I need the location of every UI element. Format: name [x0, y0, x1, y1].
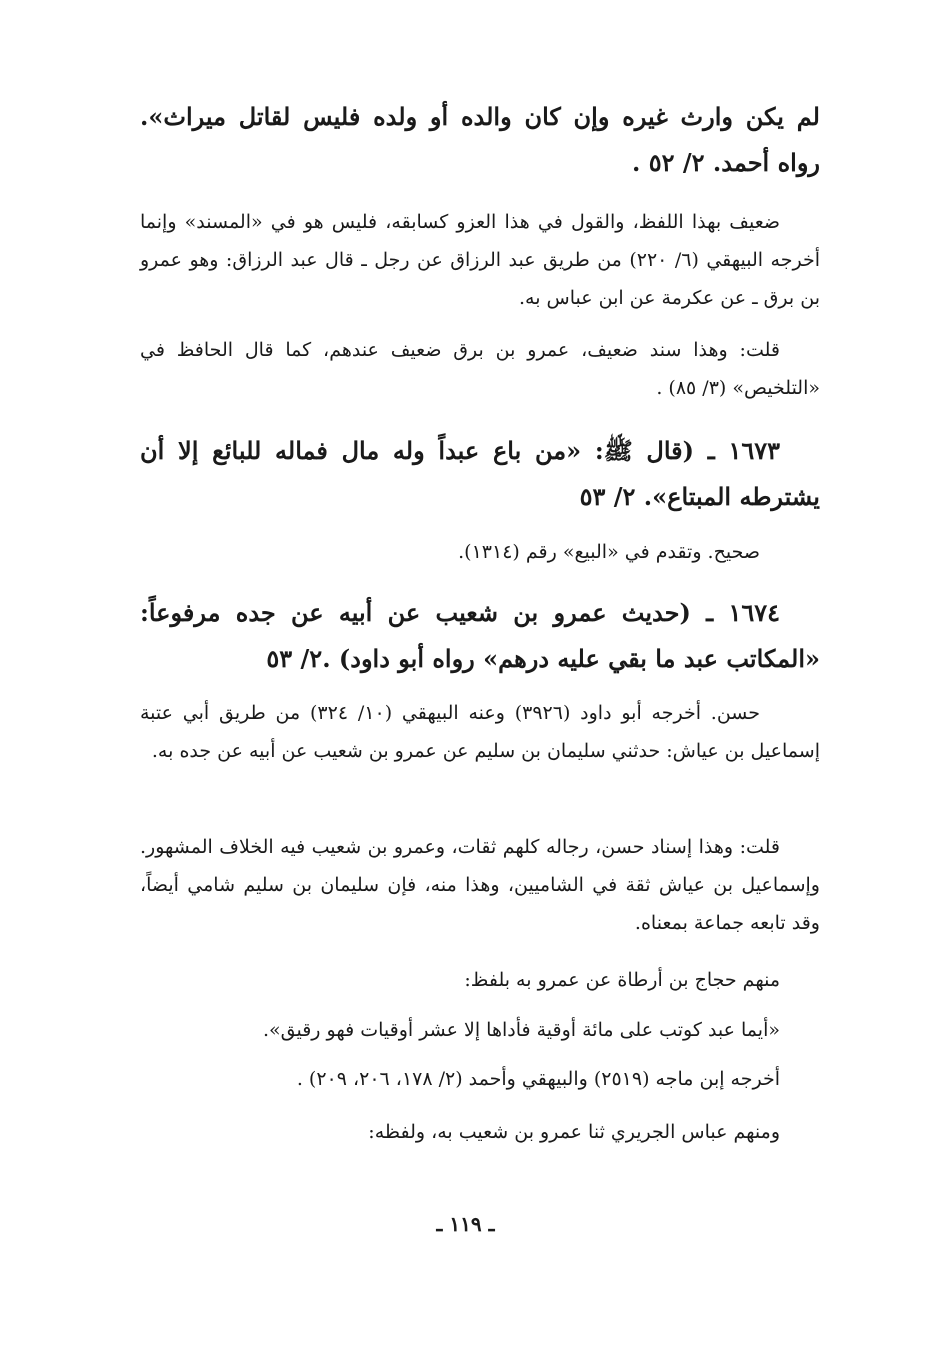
page-number: ـ ١١٩ ـ [436, 1212, 495, 1236]
commentary-paragraph: منهم حجاج بن أرطاة عن عمرو به بلفظ: [464, 969, 780, 991]
commentary-paragraph: ضعيف بهذا اللفظ، والقول في هذا العزو كسابقه، فليس هو في «المسند» وإنما أخرجه البيهقي (٦/ ٢٢٠) من طريق عبد الرزاق عن رجل ـ قال عبد الرزاق: وهو عمرو بن برق ـ عن عكرمة عن ابن عباس به. [140, 211, 820, 309]
quoted-hadith: «أيما عبد كوتب على مائة أوقية فأداها إلا عشر أوقيات فهو رقيق». [262, 1019, 780, 1041]
hadith-1673: ١٦٧٣ ـ (قال ﷺ: «من باع عبداً وله مال فماله للبائع إلا أن يشترطه المبتاع». ٢/ ٥٣ [140, 436, 820, 511]
hadith-1674: ١٦٧٤ ـ (حديث عمرو بن شعيب عن أبيه عن جده مرفوعاً: «المكاتب عبد ما بقي عليه درهم» رواه أبو داود) .٢/ ٥٣ [140, 598, 820, 673]
hadith-continuation: لم يكن وارث غيره وإن كان والده أو ولده فليس لقاتل ميراث». رواه أحمد. ٢/ ٥٢ . [140, 102, 820, 177]
commentary-paragraph: قلت: وهذا إسناد حسن، رجاله كلهم ثقات، وعمرو بن شعيب فيه الخلاف المشهور. وإسماعيل بن عياش ثقة في الشاميين، وهذا منه، فإن سليمان بن سليم شامي أيضاً، وقد تابعه جماعة بمعناه. [140, 836, 820, 934]
commentary-paragraph: قلت: وهذا سند ضعيف، عمرو بن برق ضعيف عندهم، كما قال الحافظ في «التلخيص» (٣/ ٨٥) . [140, 339, 820, 399]
commentary-paragraph: ومنهم عباس الجريري ثنا عمرو بن شعيب به، ولفظه: [368, 1121, 780, 1143]
grading-paragraph: صحيح. وتقدم في «البيع» رقم (١٣١٤). [458, 541, 760, 563]
commentary-paragraph: حسن. أخرجه أبو داود (٣٩٢٦) وعنه البيهقي (١٠/ ٣٢٤) من طريق أبي عتبة إسماعيل بن عياش: حدثني سليمان بن سليم عن عمرو بن شعيب عن أبيه عن جده به. [140, 702, 820, 762]
commentary-paragraph: أخرجه إبن ماجه (٢٥١٩) والبيهقي وأحمد (٢/ ١٧٨، ٢٠٦، ٢٠٩) . [296, 1068, 780, 1090]
